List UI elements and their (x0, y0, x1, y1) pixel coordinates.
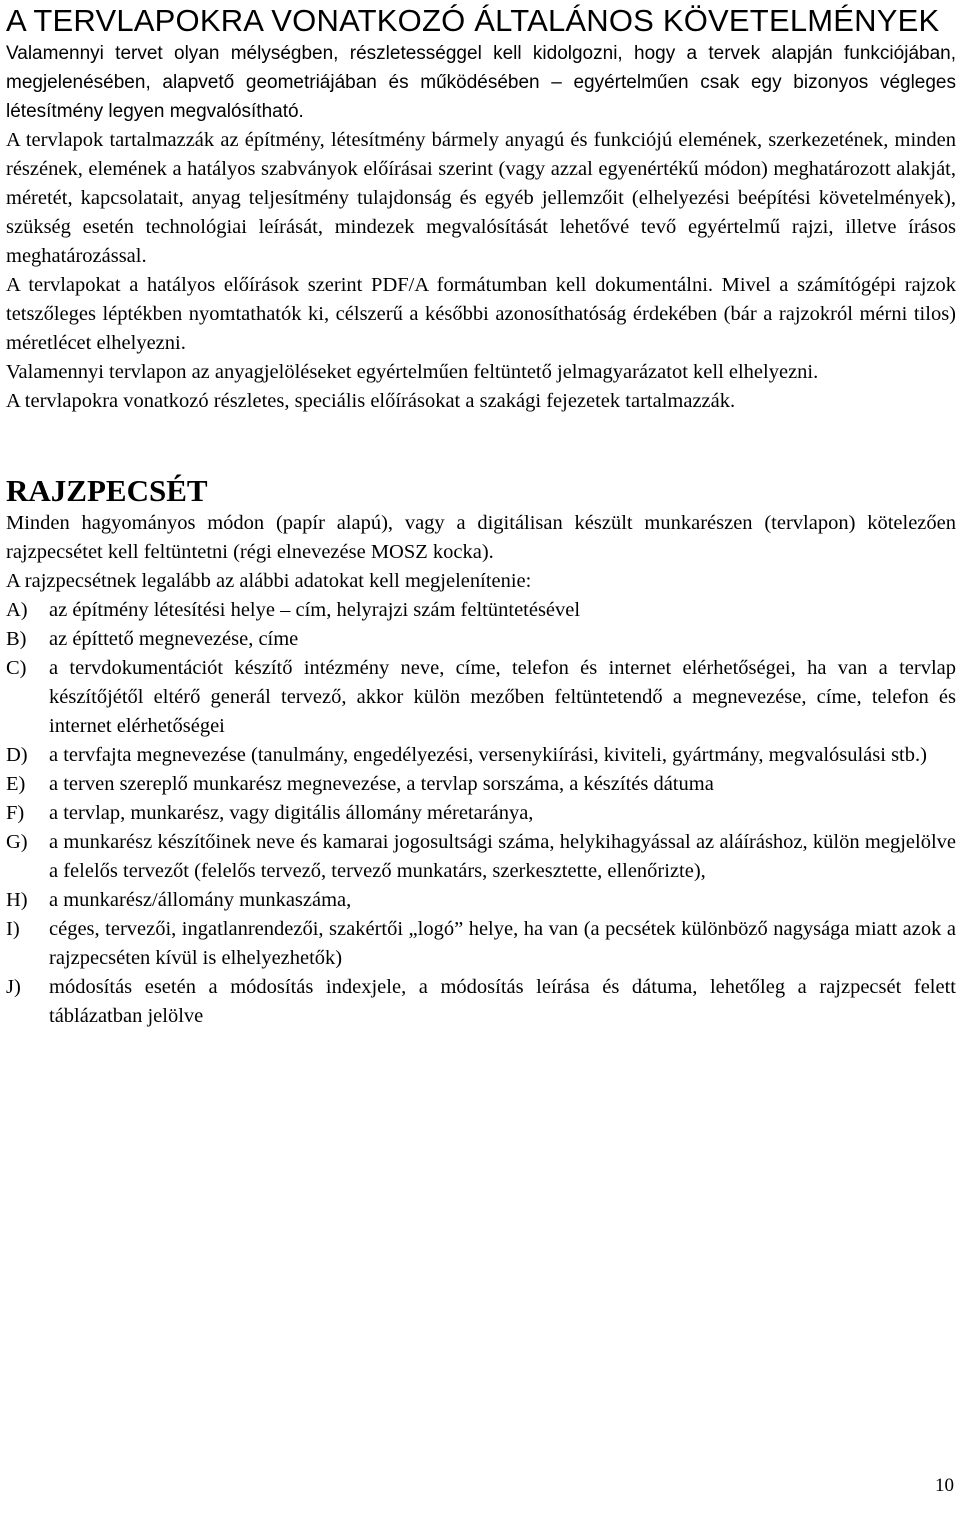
list-item-letter: A) (6, 599, 28, 621)
paragraph-rajzpecset-intro: Minden hagyományos módon (papír alapú), vagy a digitálisan készült munkarészen (tervlapon) kötelezően rajzpecsétet kell feltüntetni (régi elnevezése MOSZ kocka). (6, 512, 956, 563)
list-item-letter: J) (6, 976, 21, 998)
document-page (6, 0, 956, 1031)
paragraph-legend: Valamennyi tervlapon az anyagjelöléseket egyértelműen feltüntető jelmagyarázatot kell elhelyezni. (6, 361, 819, 383)
page-number: 10 (935, 1475, 954, 1496)
list-item-text: a munkarész/állomány munkaszáma, (49, 889, 352, 911)
list-item-letter: G) (6, 831, 28, 853)
paragraph-pdfa-format: A tervlapokat a hatályos előírások szerint PDF/A formátumban kell dokumentálni. Mivel a számítógépi rajzok tetszőleges léptékben nyomtathatók ki, célszerű a későbbi azonosíthatóság érdekében (bár a rajzokról mérni tilos) méretlécet elhelyezni. (6, 274, 956, 354)
list-item-text: a munkarész készítőinek neve és kamarai jogosultsági száma, helykihagyással az aláíráshoz, külön megjelölve a felelős tervezőt (felelős tervező, tervező munkatárs, szerkesztette, ellenőrizte), (49, 831, 956, 882)
list-intro: A rajzpecsétnek legalább az alábbi adatokat kell megjelenítenie: (6, 570, 532, 592)
paragraph-special-rules: A tervlapokra vonatkozó részletes, speciális előírásokat a szakági fejezetek tartalmazzák. (6, 390, 736, 412)
list-item (6, 741, 956, 770)
list-item (6, 886, 956, 915)
list-item-letter: B) (6, 628, 27, 650)
list-item (6, 973, 956, 1031)
paragraph-tervlap-contents: A tervlapok tartalmazzák az építmény, létesítmény bármely anyagú és funkciójú elemének, szerkezetének, minden részének, elemének a hatályos szabványok előírásai szerint (vagy azzal egyenértékű módon) meghatározott alakját, méretét, kapcsolatait, anyag teljesítmény tulajdonság és egyéb jellemzőit (elhelyezési beépítési követelmények), szükség esetén technológiai leírását, mindezek megvalósítását lehetővé tevő egyértelmű rajzi, illetve írásos meghatározással. (6, 129, 956, 267)
list-item (6, 625, 956, 654)
requirements-list (6, 596, 956, 1031)
list-item (6, 799, 956, 828)
list-item (6, 654, 956, 741)
list-item-letter: E) (6, 773, 26, 795)
page-title: A TERVLAPOKRA VONATKOZÓ ÁLTALÁNOS KÖVETELMÉNYEK (6, 3, 940, 38)
section-title-rajzpecset: RAJZPECSÉT (6, 473, 208, 508)
list-item-letter: D) (6, 744, 28, 766)
paragraph-requirements-depth: Valamennyi tervet olyan mélységben, részletességgel kell kidolgozni, hogy a tervek alapján funkciójában, megjelenésében, alapvető geometriájában és működésében – egyértelműen csak egy bizonyos végleges létesítmény legyen megvalósítható. (6, 43, 956, 122)
list-item-text: az építmény létesítési helye – cím, helyrajzi szám feltüntetésével (49, 599, 581, 621)
list-item-text: a tervdokumentációt készítő intézmény neve, címe, telefon és internet elérhetőségei, ha van a tervlap készítőjétől eltérő generál tervező, akkor külön mezőben feltüntetendő a megnevezése, címe, telefon és internet elérhetőségei (49, 657, 956, 737)
list-item-text: a tervlap, munkarész, vagy digitális állomány méretaránya, (49, 802, 534, 824)
list-item-letter: H) (6, 889, 28, 911)
list-item (6, 915, 956, 973)
list-item (6, 596, 956, 625)
list-item-letter: F) (6, 802, 25, 824)
list-item (6, 770, 956, 799)
list-item-text: módosítás esetén a módosítás indexjele, a módosítás leírása és dátuma, lehetőleg a rajzpecsét felett táblázatban jelölve (49, 976, 956, 1027)
list-item-text: céges, tervezői, ingatlanrendezői, szakértői „logó” helye, ha van (a pecsétek különböző nagysága miatt azok a rajzpecséten kívül is elhelyezhetők) (49, 918, 956, 969)
list-item-text: az építtető megnevezése, címe (49, 628, 299, 650)
list-item-letter: C) (6, 657, 27, 679)
list-item-text: a terven szereplő munkarész megnevezése, a tervlap sorszáma, a készítés dátuma (49, 773, 714, 795)
list-item-letter: I) (6, 918, 20, 940)
list-item-text: a tervfajta megnevezése (tanulmány, engedélyezési, versenykiírási, kiviteli, gyártmány, megvalósulási stb.) (49, 744, 927, 766)
list-item (6, 828, 956, 886)
